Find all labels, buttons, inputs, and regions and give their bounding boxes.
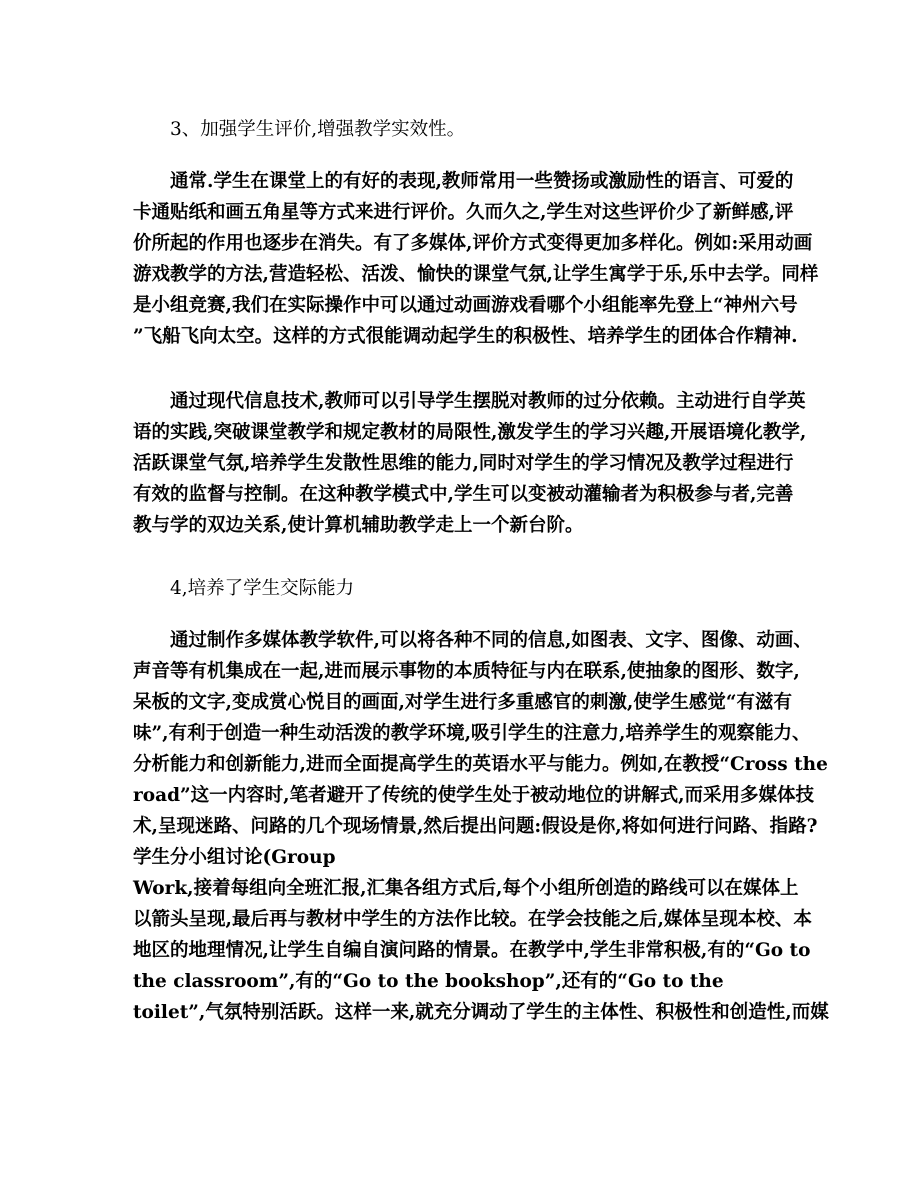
paragraph-line: 价所起的作用也逐步在消失。有了多媒体,评价方式变得更加多样化。例如:采用动画 [133, 233, 813, 254]
paragraph-line: 游戏教学的方法,营造轻松、活泼、愉快的课堂气氛,让学生寓学于乐,乐中去学。同样 [133, 264, 819, 285]
paragraph-line: 有效的监督与控制。在这种教学模式中,学生可以变被动灌输者为积极参与者,完善 [133, 484, 794, 505]
paragraph-line: 呆板的文字,变成赏心悦目的画面,对学生进行多重感官的刺激,使学生感觉“有滋有 [133, 692, 792, 713]
paragraph-line: 卡通贴纸和画五角星等方式来进行评价。久而久之,学生对这些评价少了新鲜感,评 [133, 202, 794, 223]
paragraph-line: the classroom”,有的“Go to the bookshop”,还有的“Go to the [133, 971, 724, 992]
paragraph-line: 活跃课堂气氛,培养学生发散性思维的能力,同时对学生的学习情况及教学过程进行 [133, 453, 794, 474]
paragraph-line: 以箭头呈现,最后再与教材中学生的方法作比较。在学会技能之后,媒体呈现本校、本 [133, 909, 812, 930]
paragraph-line: 通过现代信息技术,教师可以引导学生摆脱对教师的过分依赖。主动进行自学英 [170, 391, 806, 412]
section-heading-3: 3、加强学生评价,增强教学实效性。 [170, 119, 466, 140]
paragraph-line: Work,接着每组向全班汇报,汇集各组方式后,每个小组所创造的路线可以在媒体上 [133, 878, 799, 899]
paragraph-line: 分析能力和创新能力,进而全面提高学生的英语水平与能力。例如,在教授“Cross the [133, 754, 828, 775]
paragraph-line: toilet”,气氛特别活跃。这样一来,就充分调动了学生的主体性、积极性和创造性,而媒 [133, 1002, 829, 1023]
paragraph-line: ”飞船飞向太空。这样的方式很能调动起学生的积极性、培养学生的团体合作精神. [133, 326, 798, 347]
paragraph-line: 语的实践,突破课堂教学和规定教材的局限性,激发学生的学习兴趣,开展语境化教学, [133, 422, 807, 443]
paragraph-line: road”这一内容时,笔者避开了传统的使学生处于被动地位的讲解式,而采用多媒体技 [133, 785, 815, 806]
paragraph-line: 是小组竞赛,我们在实际操作中可以通过动画游戏看哪个小组能率先登上“神州六号 [133, 295, 798, 316]
paragraph-line: 通常.学生在课堂上的有好的表现,教师常用一些赞扬或激励性的语言、可爱的 [170, 171, 794, 192]
paragraph-line: 学生分小组讨论(Group [133, 847, 336, 868]
paragraph-line: 地区的地理情况,让学生自编自演问路的情景。在教学中,学生非常积极,有的“Go to [133, 940, 811, 961]
paragraph-line: 教与学的双边关系,使计算机辅助教学走上一个新台阶。 [133, 515, 584, 536]
paragraph-line: 声音等有机集成在一起,进而展示事物的本质特征与内在联系,使抽象的图形、数字, [133, 661, 800, 682]
section-heading-4: 4,培养了学生交际能力 [170, 578, 355, 599]
paragraph-line: 味”,有利于创造一种生动活泼的教学环境,吸引学生的注意力,培养学生的观察能力、 [133, 723, 811, 744]
paragraph-line: 通过制作多媒体教学软件,可以将各种不同的信息,如图表、文字、图像、动画、 [170, 630, 812, 651]
paragraph-line: 术,呈现迷路、问路的几个现场情景,然后提出问题:假设是你,将如何进行问路、指路? [133, 816, 818, 837]
